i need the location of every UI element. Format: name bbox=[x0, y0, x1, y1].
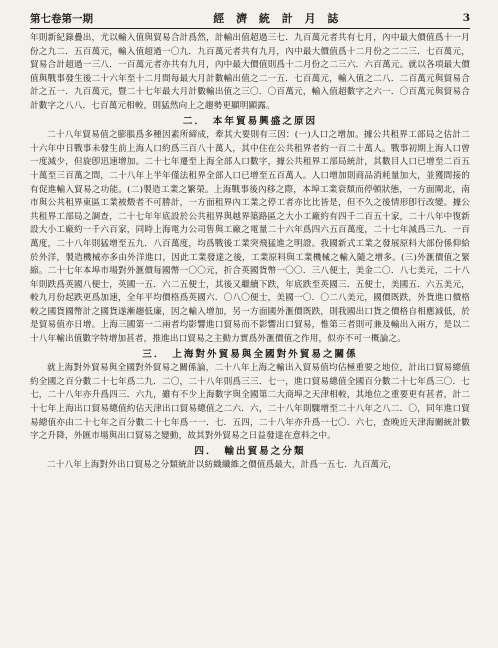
journal-title: 經 濟 統 計 月 誌 bbox=[213, 12, 343, 25]
section-title-4: 四． 輸出貿易之分類 bbox=[194, 445, 306, 457]
paragraph-4: 二十八年上海對外出口貿易之分類統計以紡織纖維之價值爲最大，計爲一五七．九百萬元， bbox=[47, 460, 397, 471]
paragraph-3: 就上海對外貿易與全國對外貿易之關係論，二十八年上海之輸出入貿易值均佔極重要之地位，計出口貿易總值約全國之百分數二十七年爲二九．二〇，二十八年則爲三三．七一，進口貿易總值全國百分數二十七年爲三〇．七七，二十八年亦升爲四三．六九，雖有不少上海數字與全國第二大商埠之天津相較，其地位之重要更有甚者，計二十七年上海出口貿易總值約佔天津出口貿易總值之二六．六，二十八年則驟增至二十八年之八二．〇，同年進口貿易總值亦由二十七年之百分數二十七年爲一一．七．五四，二十八年亦升爲一七〇．六七，查晚近天津海關統計數字之升降，外匯市場與出口貿易之變動，故其對外貿易之日益發達在意料之中。 bbox=[30, 363, 470, 442]
page-header bbox=[30, 8, 470, 28]
page-number: 3 bbox=[462, 12, 470, 24]
header-rule bbox=[30, 28, 470, 29]
article-body bbox=[30, 32, 470, 473]
volume-issue: 第七卷第一期 bbox=[30, 12, 93, 25]
section-title-3: 三． 上海對外貿易與全國對外貿易之關係 bbox=[142, 348, 358, 360]
paragraph-1: 年則新紀錄疊出，尤以輸入值與貿易合計爲然，計輸出值超過三七．九百萬元者共有七月，內中最大價值爲十一月份之九二．五百萬元，輸入值超過一〇九．九百萬元者共有九月，內中最大價值爲十二月份之二二三．七百萬元，貿易合計超過一三八．一百萬元者亦共有九月，內中最大價值則爲十二月份之二三六．六百萬元。就以各項最大價值與戰事發生後二十六年至十二月間每最大月計數輸出值之二一五．七百萬元，輸入值之二八．二百萬元與貿易合計之五一．九百萬元，暨二十七年最大月計數輸出值之三〇．〇百萬元，輸入值超數字之六一．〇百萬元與貿易合計數字之八八．七百萬元相較，則猛然向上之趨勢更顯明顯露。 bbox=[30, 33, 470, 111]
paragraph-2: 二十八年貿易值之膨脹爲多種因素所締成，牽其大要則有三因：(一)人口之增加。據公共租界工部局之估計二十六年中日戰事未發生前上海人口約爲三百八十萬人，其中住在公共租界者約一百二十萬人。戰事初期上海人口曾一度減少，但旋卽迅速增加。二十七年遷至上海全部人口數字，據公共租界工部局統計，其數目人口已增至二百五十萬至三百萬之間，二十八年上半年僅法租界全部人口已增至五百萬人。人口增加則商品消耗量加大，並獲間接的有促進輸入貿易之功能。(二)製造工業之繁榮。上海戰事後內移之際，本埠工業衰頹而停頓狀態，一方面閘北，南市與公共租界東區工業被燬者不可勝計，一方面租界內工業之停工者亦比比皆是，但不久之後情形卽行改變。據公共租界工部局之調查，二十七年年底設於公共租界與越界築路區之大小工廠約有四千二百五十家，二十八年中復新設大小工廠約一千六百家，同時上海電力公司售與工廠之電量二十六年爲四六五百萬度，二十七年減爲三九．一百萬度，二十八年則猛增至五九．八百萬度，均爲戰後工業突飛猛進之明證。我國新式工業之發展原料大部份係仰給於外洋，製造機械亦多由外洋進口，因此工業發達之後，工業原料與工業機械之輸入隨之增多。(三)外滙價值之緊縮。二十七年本埠市場對外滙價每國幣一〇〇元，折合英國貨幣一〇〇．三八便士，美金二〇．八七美元，二十八年則跌爲英國八便士，英國一五．六二五便士，其後又繼續下跌，年底跌至英國三．五便士，美國五．六五美元，較九月份起跌更爲加速，全年平均價格爲英國六．〇八〇便士，美國一〇．〇二八美元，國價既跌，外貨進口價格較之國貨國幣計之國貨遂漸趨低廉，因之輸入增加，另一方面國外滙價既跌，則我國出口貨之價格自相應減低，於是貿易值亦日增。上海三國第一二兩者均影響進口貿易而不影響出口貿易，惟第三者則可兼及輸出入兩方，是以二十八年輸出值數字特增加甚者，推進出口貿易之主動力實爲外滙價值之作用，似亦不可一概論之。 bbox=[30, 130, 470, 345]
section-title-2: 二． 本年貿易興盛之原因 bbox=[182, 115, 318, 127]
